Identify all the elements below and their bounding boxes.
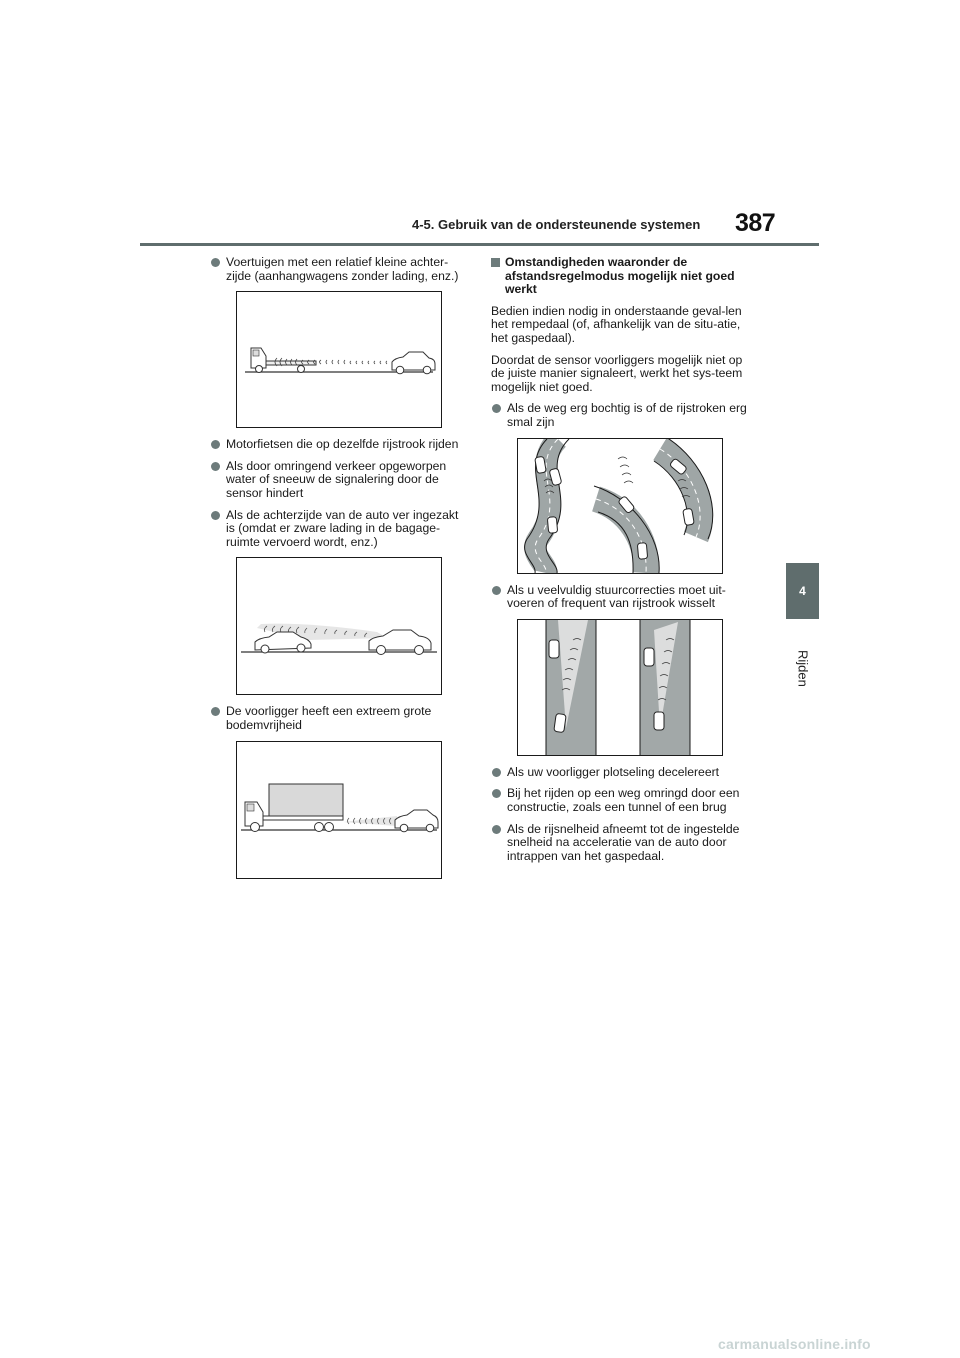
illustration-high-clearance-truck bbox=[236, 741, 442, 879]
right-column bbox=[491, 256, 753, 871]
list-item: Motorfietsen die op dezelfde rijstrook rijden bbox=[210, 438, 470, 452]
bullet-icon bbox=[211, 462, 220, 471]
bullet-icon bbox=[492, 586, 501, 595]
bullet-icon bbox=[211, 707, 220, 716]
list-item: Als de achterzijde van de auto ver ingezakt is (omdat er zware lading in de bagage-ruimte vervoerd wordt, enz.) bbox=[210, 509, 470, 550]
paragraph: Bedien indien nodig in onderstaande geval-len het rempedaal (of, afhankelijk van de situ-atie, het gaspedaal). bbox=[491, 303, 742, 345]
footer-watermark: carmanualsonline.info bbox=[718, 1336, 871, 1352]
chapter-tab: 4 bbox=[786, 563, 819, 619]
list-item: De voorligger heeft een extreem grote bodemvrijheid bbox=[210, 705, 470, 732]
header-rule bbox=[140, 243, 819, 246]
list-item: Als door omringend verkeer opgeworpen water of sneeuw de signalering door de sensor hindert bbox=[210, 460, 470, 501]
list-item: Als de weg erg bochtig is of de rijstroken erg smal zijn bbox=[491, 402, 753, 429]
list-item: Voertuigen met een relatief kleine achter-zijde (aanhangwagens zonder lading, enz.) bbox=[210, 256, 470, 283]
chapter-label: Rijden bbox=[795, 650, 811, 687]
illustration-trailer bbox=[236, 291, 442, 428]
list-item: Als u veelvuldig stuurcorrecties moet uit-voeren of frequent van rijstrook wisselt bbox=[491, 584, 753, 611]
bullet-icon bbox=[211, 258, 220, 267]
illustration-lane-changes bbox=[517, 619, 723, 756]
bullet-icon bbox=[211, 440, 220, 449]
paragraph: Doordat de sensor voorliggers mogelijk niet op de juiste manier signaleert, werkt het sys-teem mogelijk niet goed. bbox=[491, 352, 743, 394]
illustration-curvy-roads bbox=[517, 438, 723, 574]
bullet-icon bbox=[492, 789, 501, 798]
bullet-icon bbox=[211, 511, 220, 520]
section-heading: Omstandigheden waaronder de afstandsregelmodus mogelijk niet goed werkt bbox=[491, 256, 753, 297]
list-item: Bij het rijden op een weg omringd door een constructie, zoals een tunnel of een brug bbox=[491, 787, 753, 814]
bullet-icon bbox=[492, 404, 501, 413]
page-number: 387 bbox=[735, 209, 776, 237]
heading-square-icon bbox=[491, 258, 500, 267]
bullet-icon bbox=[492, 825, 501, 834]
list-item: Als de rijsnelheid afneemt tot de ingestelde snelheid na acceleratie van de auto door intrappen van het gaspedaal. bbox=[491, 823, 753, 864]
left-column bbox=[210, 256, 470, 889]
bullet-icon bbox=[492, 768, 501, 777]
list-item: Als uw voorligger plotseling decelereert bbox=[491, 766, 753, 780]
section-title: 4-5. Gebruik van de ondersteunende systemen bbox=[412, 217, 701, 232]
illustration-sagging-car bbox=[236, 557, 442, 695]
